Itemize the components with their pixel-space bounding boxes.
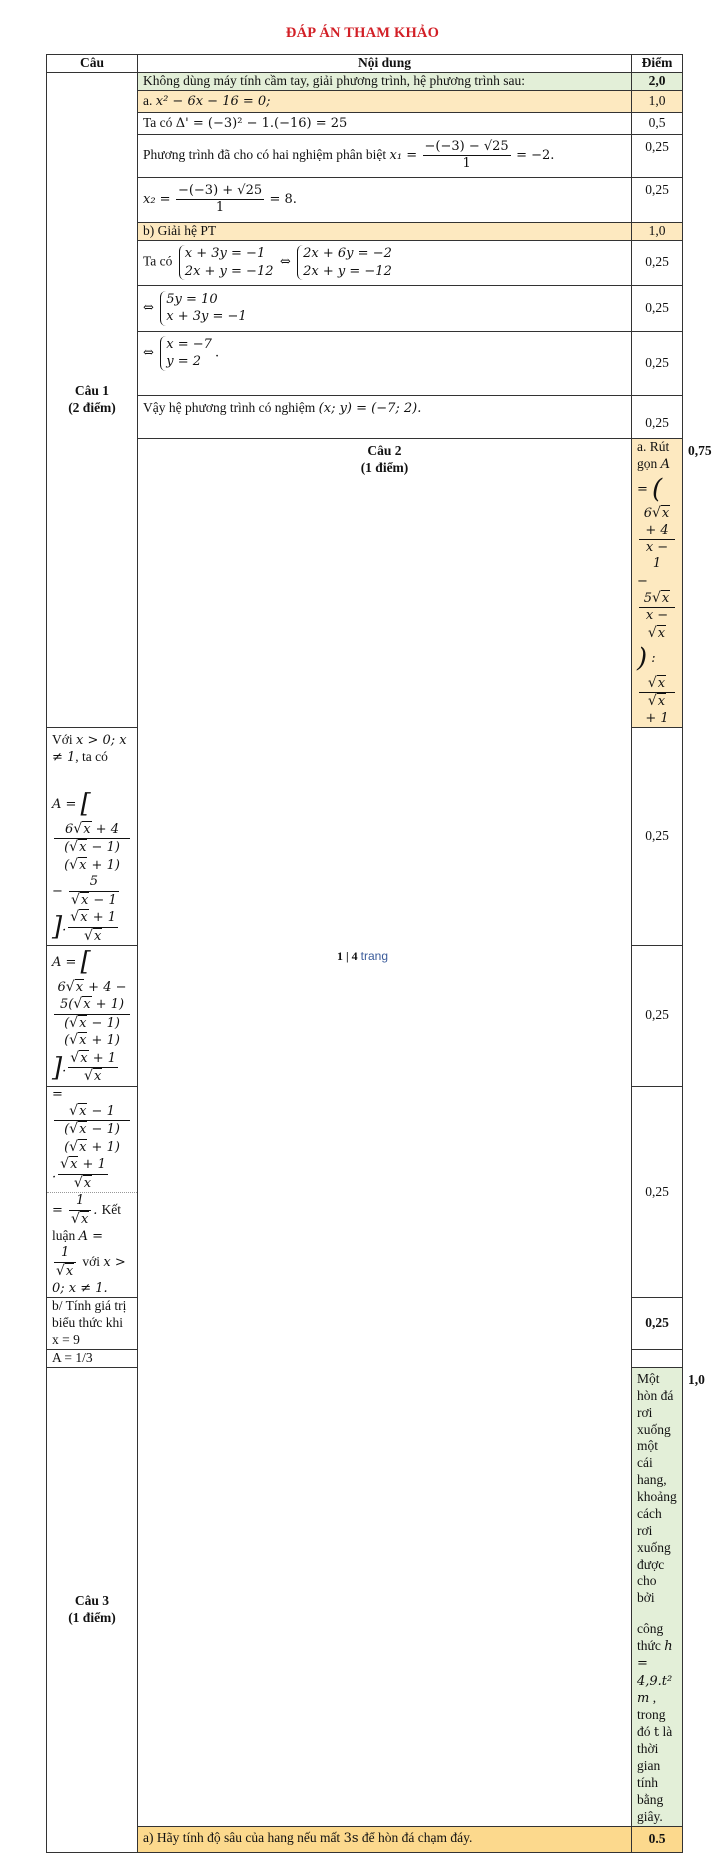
cau1-b-score: 1,0	[632, 222, 683, 240]
cau1-a-equation: x² − 6x − 16 = 0;	[155, 93, 271, 109]
cau1-a-label: a.	[143, 92, 153, 108]
cau2-cond-math: x > 0; x ≠ 1	[52, 732, 127, 766]
equivalence-symbol: ⇔	[279, 254, 291, 270]
cau1-sys2-cell	[138, 285, 632, 331]
table-row	[47, 112, 683, 134]
cau1-intro-score: 2,0	[632, 73, 683, 91]
cau3-intro2-b: , trong đó	[637, 1689, 666, 1739]
cau1-x2-cell	[138, 177, 632, 222]
cau2-step2-score: 0,25	[632, 946, 683, 1087]
table-row	[47, 134, 683, 177]
cau1-delta: Δ' = (−3)² − 1.(−16) = 25	[175, 115, 348, 131]
cau1-x2-score: 0,25	[632, 177, 683, 222]
cau3-intro2-c: là thời gian tính bằng giây.	[637, 1723, 673, 1824]
table-row	[47, 1826, 683, 1852]
cau1-sys2-l1: 5y = 10	[166, 291, 218, 307]
cau1-x2-den: 1	[215, 200, 225, 216]
cau1-sys3-l2: y = 2	[166, 354, 202, 370]
cau2-label-cell	[138, 438, 632, 1826]
cau3-label: Câu 3	[74, 1592, 110, 1608]
cau1-sys2-score: 0,25	[632, 285, 683, 331]
header-diem: Điểm	[632, 55, 683, 73]
cau1-label-cell	[47, 73, 138, 728]
cau1-delta-score: 0,5	[632, 112, 683, 134]
cau2-a-label: a. Rút gọn	[637, 438, 670, 471]
table-row	[47, 90, 683, 112]
cau3-intro2-t: t	[653, 1724, 660, 1740]
table-header-row	[47, 55, 683, 73]
cau1-sys3-cell: ⇔ x = −7 y = 2.	[138, 331, 632, 395]
equivalence-symbol: ⇔	[143, 345, 154, 361]
cau1-sys1-prefix: Ta có	[143, 253, 173, 269]
table-row	[47, 331, 683, 395]
cau1-sys1-cell	[138, 240, 632, 285]
empty-score-cell	[632, 1350, 683, 1368]
cau1-sys1-l1: x + 3y = −1	[184, 246, 266, 262]
cau3-a-text-a: a) Hãy tính độ sâu của hang nếu mất	[143, 1830, 341, 1846]
cau1-x1-result: = −2.	[516, 147, 555, 163]
cau1-conclusion-score: 0,25	[632, 395, 683, 438]
cau1-delta-prefix: Ta có	[143, 114, 173, 130]
table-row	[47, 73, 683, 91]
cau2-b-score: 0,25	[632, 1298, 683, 1350]
cau3-intro2-a: công thức	[637, 1621, 664, 1653]
table-row: Câu 3 (1 điểm) Một hòn đá rơi xuống một cái hang, khoảng cách rơi xuống được cho bởi công thức h = 4,9.t² m , trong đó t là thời gian tính bằng giây. 1,0	[47, 1367, 683, 1826]
cau1-x2-fraction	[176, 183, 264, 217]
cau2-cond-tail: , ta có	[75, 749, 108, 765]
cau2-a-expression: A = ( $\frac{6√x + 4}{x - 1}$ − $\frac{5√x}{x - √x}$ ) : $\frac{√x}{√x + 1}$	[637, 457, 677, 709]
cau1-x2-lhs: x₂ =	[143, 191, 171, 207]
table-row	[47, 240, 683, 285]
cau3-intro-cell	[632, 1367, 683, 1826]
cau2-step3-expression: = $\frac{√x - 1}{(√x - 1)(√x + 1)}$ . $\frac{√x + 1}{√x}$	[52, 1087, 132, 1193]
cau2-concl-word: Kết luận	[52, 1202, 122, 1244]
page-number: 1 | 4	[336, 949, 358, 963]
page-title: ĐÁP ÁN THAM KHẢO	[285, 25, 440, 41]
cau1-x1-cell	[138, 134, 632, 177]
cau1-label: Câu 1	[74, 383, 110, 399]
cau1-x1-text: Phương trình đã cho có hai nghiệm phân biệt	[143, 146, 387, 162]
cau2-b-label: b/ Tính giá trị biểu thức khi x = 9	[47, 1298, 138, 1350]
cau1-a-score: 1,0	[632, 90, 683, 112]
cau3-a-3s: 3s	[343, 1831, 359, 1847]
cau2-step1-score: 0,25	[632, 727, 683, 945]
cau2-a-cell	[632, 438, 683, 727]
table-row	[47, 395, 683, 438]
cau2-conclusion-cell: = $\frac{1}{√x}$ . Kết luận A = $\frac{1}{√x}$ với x > 0; x ≠ 1.	[47, 1193, 138, 1298]
cau2-step1-expression: A = [ $\frac{6√x + 4}{(√x - 1)(√x + 1)}$ − $\frac{5}{√x - 1}$ ]. $\frac{√x + 1}{√x}$	[52, 788, 132, 945]
cau2-concl-with: với	[82, 1254, 101, 1270]
cau3-a-text-b: để hòn đá chạm đáy.	[361, 1830, 473, 1846]
cau1-b-label: b) Giải hệ PT	[138, 222, 632, 240]
cau2-b-answer: A = 1/3	[47, 1350, 138, 1368]
cau1-delta-cell	[138, 112, 632, 134]
header-noidung: Nội dung	[138, 55, 632, 73]
cau3-points: (1 điểm)	[68, 1609, 116, 1625]
cau1-sys1-l2: 2x + y = −12	[184, 263, 274, 279]
equivalence-symbol: ⇔	[143, 300, 154, 316]
cau1-x1-fraction	[423, 139, 511, 173]
cau1-conclusion-cell	[138, 395, 632, 438]
cau1-x1-den: 1	[462, 156, 471, 172]
cau3-formula: h = 4,9.t² m	[637, 1639, 673, 1706]
cau1-x1-score: 0,25	[632, 134, 683, 177]
page-word: trang	[360, 949, 388, 963]
cau1-sys3	[160, 336, 212, 371]
header-cau: Câu	[47, 55, 138, 73]
cau1-sys2	[160, 291, 246, 326]
cau2-step2-expression: A = [ $\frac{6√x + 4 - 5(√x + 1)}{(√x - 1)(√x + 1)}$ ]. $\frac{√x + 1}{√x}$	[52, 946, 132, 1086]
cau1-sys1-r2: 2x + y = −12	[303, 263, 392, 279]
cau1-x2-num: −(−3) + √25	[176, 183, 264, 200]
cau1-conclusion-math: (x; y) = (−7; 2).	[318, 400, 422, 416]
cau2-step2-cell	[47, 946, 138, 1087]
cau1-x1-num: −(−3) − √25	[423, 139, 511, 156]
cau1-conclusion: Vậy hệ phương trình có nghiệm	[143, 399, 316, 415]
table-row	[47, 177, 683, 222]
cau2-label: Câu 2	[367, 442, 402, 458]
cau2-points: (1 điểm)	[360, 459, 409, 475]
table-row	[47, 222, 683, 240]
cau1-points: (2 điểm)	[68, 399, 116, 415]
cau1-a-cell	[138, 90, 632, 112]
cau1-sys1-right	[297, 245, 392, 280]
cau3-a-cell	[138, 1826, 632, 1852]
cau3-a-score: 0.5	[632, 1826, 683, 1852]
cau2-cond: Với	[52, 731, 73, 747]
table-row: Câu 2 (1 điểm) a. Rút gọn A = ( $\frac{6√x + 4}{x - 1}$ − $\frac{5√x}{x - √x}$ ) : $\frac{√x}{√x + 1}$ 0,75	[47, 438, 683, 727]
table-row	[47, 285, 683, 331]
cau2-concl-cond: x > 0; x ≠ 1.	[52, 1255, 126, 1297]
page-footer	[0, 949, 725, 964]
cau1-sys3-score: 0,25	[632, 331, 683, 395]
cau2-step3-cell	[47, 1086, 138, 1193]
cau2-step3-score: 0,25	[632, 1086, 683, 1298]
cau1-x1-lhs: x₁ =	[389, 147, 418, 163]
cau2-step1-cell	[47, 727, 138, 945]
cau1-intro: Không dùng máy tính cầm tay, giải phương trình, hệ phương trình sau:	[138, 73, 632, 91]
cau1-sys3-l1: x = −7	[166, 336, 212, 352]
cau3-intro1: Một hòn đá rơi xuống một cái hang, khoảng cách rơi xuống được cho bởi	[637, 1370, 677, 1606]
cau3-label-cell	[47, 1367, 138, 1852]
cau1-x2-result: = 8.	[269, 191, 297, 207]
cau1-sys1-score: 0,25	[632, 240, 683, 285]
cau1-sys1-r1: 2x + 6y = −2	[303, 246, 392, 262]
cau1-sys2-l2: x + 3y = −1	[166, 309, 247, 325]
cau1-sys1-left	[179, 245, 274, 280]
